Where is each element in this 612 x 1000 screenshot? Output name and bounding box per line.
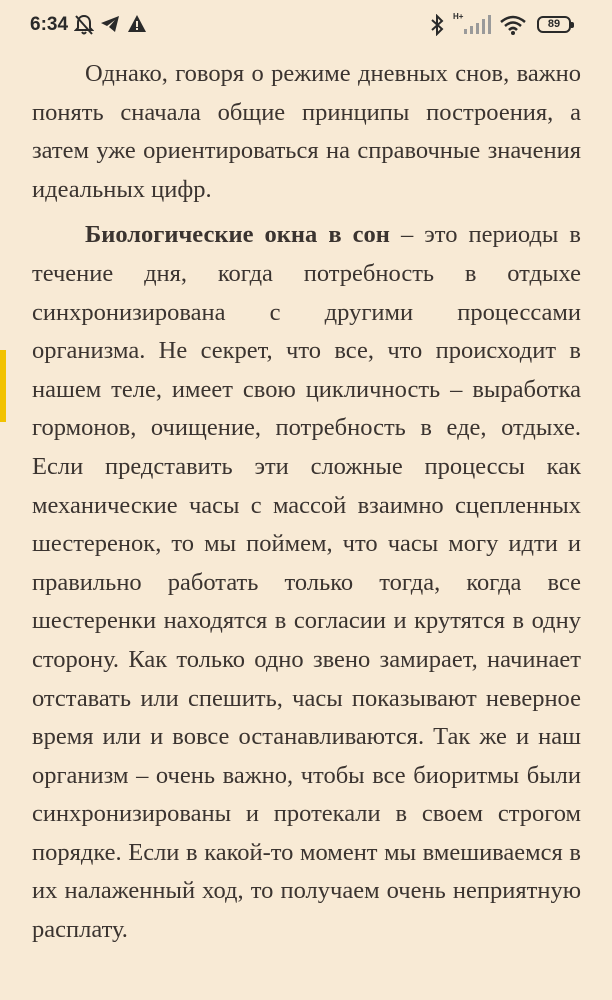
status-time: 6:34 [30,14,69,35]
battery-icon: 89 [537,16,571,33]
reader-text [32,55,581,950]
telegram-icon [100,14,120,39]
bold-term: Биологические окна в сон [85,221,390,249]
bookmark-marker[interactable] [0,350,6,422]
paragraph: Однако, говоря о режиме дневных снов, важно понять сначала общие принципы построения, а затем уже ориентироваться на справочные значения идеальных цифр. [32,60,581,203]
network-type-label: H+ [453,12,464,21]
wifi-icon [499,14,527,41]
status-bar [0,0,612,50]
bluetooth-icon [430,14,444,41]
signal-icon [463,14,491,41]
paragraph [32,216,581,949]
paragraph-text: – это периоды в течение дня, когда потребность в отдыхе синхронизирована с другими процессами организма. Не секрет, что все, что происходит в нашем теле, имеет свою цикличность – выработка гормонов, очищение, потребность в еде, отдыхе. Если представить эти сложные процессы как механические часы с массой взаимно сцепленных шестеренок, то мы поймем, что часы могу идти и правильно работать только тогда, когда все шестеренки находятся в согласии и крутятся в одну сторону. Как только одно звено замирает, начинает отставать или спешить, часы показывают неверное время или и вовсе останавливаются. Так же и наш организм – очень важно, чтобы все биоритмы были синхронизированы и протекали в своем строгом порядке. Если в какой-то момент мы вмешиваемся в их налаженный ход, то получаем очень неприятную расплату. [32,221,581,944]
warning-icon [127,14,147,39]
bell-off-icon [74,14,94,41]
